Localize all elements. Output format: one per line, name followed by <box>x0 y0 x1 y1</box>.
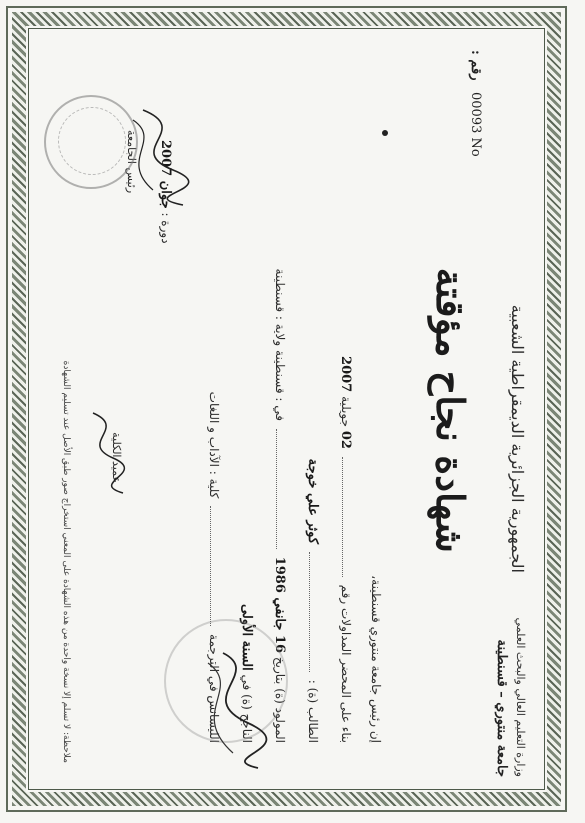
republic-heading: الجمهورية الجزائرية الديمقراطية الشعبية <box>508 304 527 573</box>
deliberation-year: 2007 <box>338 356 353 393</box>
president-line <box>369 575 383 743</box>
degree-text: الليسانس في الترجمة <box>207 634 221 743</box>
number-label: رقم : <box>468 50 483 81</box>
birth-place: في : قسنطينة <box>273 350 287 422</box>
student-name: كوثر علي خوجة <box>305 458 320 545</box>
dean-signature <box>73 408 133 498</box>
ink-dot <box>382 130 388 136</box>
success-level: السنة الأولى <box>239 604 254 671</box>
dotted-line <box>276 429 287 549</box>
dean-label: عميد الكلية <box>110 432 123 483</box>
president-signature <box>113 100 203 210</box>
dotted-line <box>309 552 320 672</box>
certificate-title: شهادة نجاح مؤقتة <box>428 267 473 553</box>
footer-note: ملاحظة: لا تسلم إلا نسخة واحدة من هذه الشهادة على المعني استخراج صور طبق الأصل عند تسليم الشهادة <box>61 360 71 763</box>
ministry-name: وزارة التعليم العالي والبحث العلمي <box>514 617 527 777</box>
student-label: الطالب (ة) : <box>306 679 320 743</box>
faculty-text: كلية : الآداب و اللغات <box>207 391 221 499</box>
birth-date: 16 جانفي 1986 <box>272 556 287 654</box>
session-label: دورة : <box>159 212 173 244</box>
certificate-content <box>40 40 533 783</box>
certificate-number: 00093 No <box>468 92 483 157</box>
president-signature-label: رئيس الجامعة <box>125 130 138 194</box>
success-label: الناجح (ة) في <box>240 674 254 743</box>
university-name: جامعة منتوري – قسنطينة <box>494 639 509 777</box>
president-text: إن رئيس جامعة منتوري قسنطينة، <box>369 575 383 743</box>
top-signature <box>183 643 273 773</box>
deliberation-line <box>338 356 353 743</box>
dotted-line <box>210 506 221 626</box>
deliberation-month: جويلية <box>339 396 353 428</box>
student-line <box>305 459 320 743</box>
session-value: جوان 2007 <box>158 140 173 209</box>
dotted-line <box>342 457 353 577</box>
birth-label: المولود (ة) بتاريخ <box>273 656 287 743</box>
birth-province: ولاية : قسنطينة <box>273 268 287 347</box>
deliberation-number: 02 <box>338 430 353 449</box>
deliberation-label: بناء على المحضر المداولات رقم <box>339 584 353 743</box>
